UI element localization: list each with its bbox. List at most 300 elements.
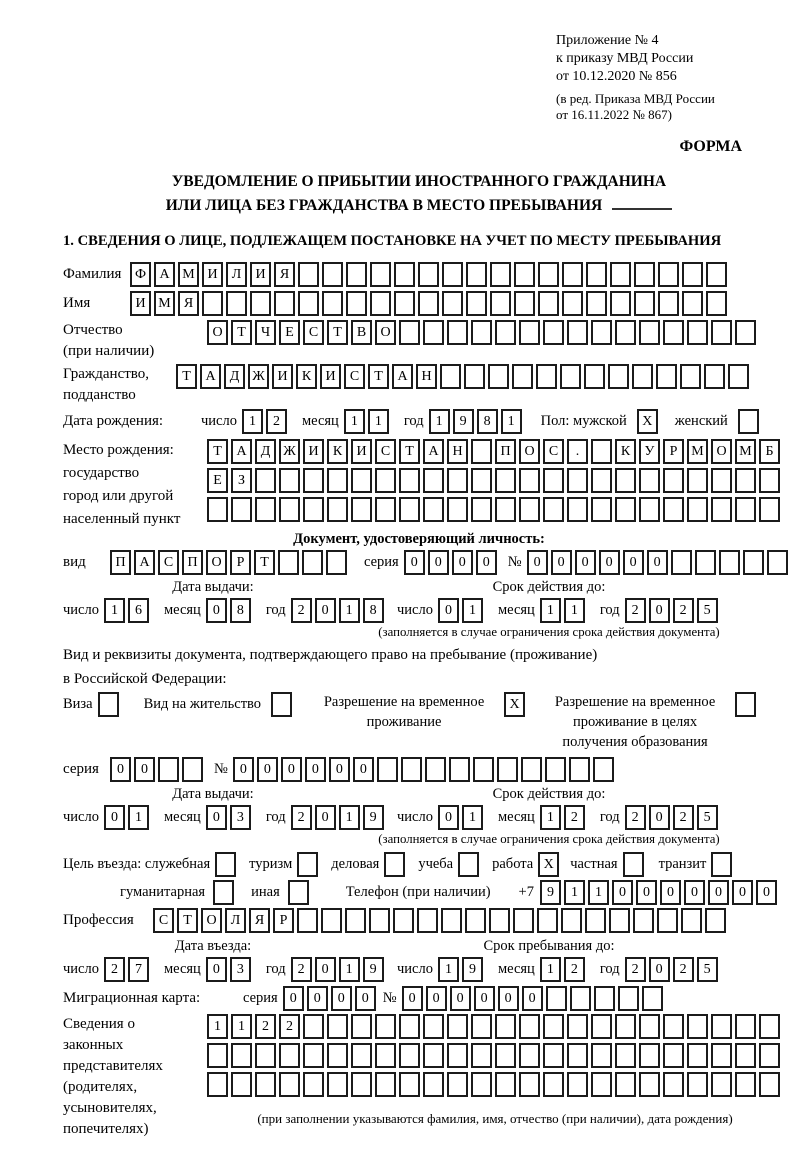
form-cell: М — [735, 439, 756, 464]
number-sign: № — [507, 553, 522, 570]
form-cell — [543, 468, 564, 493]
form-cell — [560, 364, 581, 389]
form-cell — [375, 497, 396, 522]
purpose-rabota-checkbox — [538, 852, 562, 877]
form-cell: 2 — [564, 805, 585, 830]
form-cell — [543, 1014, 564, 1039]
form-cell: 0 — [104, 805, 125, 830]
representatives-label: Сведения о законных представителях (родителях, усыновителях, попечителях) — [63, 1015, 163, 1137]
form-cell — [423, 468, 444, 493]
phone-label: Телефон (при наличии) — [345, 883, 491, 900]
form-cell: 8 — [363, 598, 384, 623]
form-cell: О — [207, 320, 228, 345]
form-cell — [440, 364, 461, 389]
surname-label: Фамилия — [63, 265, 122, 282]
form-cell — [545, 757, 566, 782]
form-cell — [322, 262, 343, 287]
form-cell — [231, 497, 252, 522]
form-cell: 1 — [462, 598, 483, 623]
form-cell — [303, 1072, 324, 1097]
form-cell — [536, 364, 557, 389]
form-cell — [586, 262, 607, 287]
forma-label: ФОРМА — [679, 138, 742, 156]
purpose-row — [63, 852, 775, 877]
form-cell: А — [423, 439, 444, 464]
form-cell: X — [504, 692, 525, 717]
form-cell: 1 — [540, 598, 561, 623]
form-cell: И — [130, 291, 151, 316]
form-cell: Д — [224, 364, 245, 389]
form-cell — [663, 1043, 684, 1068]
form-cell: Т — [231, 320, 252, 345]
form-cell: 2 — [291, 957, 312, 982]
form-cell — [663, 468, 684, 493]
sex-female-label: женский — [674, 412, 728, 429]
form-cell: 2 — [673, 598, 694, 623]
name-cells — [130, 291, 730, 316]
form-cell: 1 — [231, 1014, 252, 1039]
form-cell: А — [134, 550, 155, 575]
form-cell — [639, 468, 660, 493]
form-cell: Е — [207, 468, 228, 493]
form-cell: 0 — [527, 550, 548, 575]
birthplace-label: Место рождения: государство город или другой населенный пункт — [63, 441, 181, 527]
form-cell — [695, 550, 716, 575]
form-cell — [466, 291, 487, 316]
form-cell — [495, 1043, 516, 1068]
patronymic-label: Отчество (при наличии) — [63, 321, 155, 359]
form-cell — [464, 364, 485, 389]
form-cell: 2 — [104, 957, 125, 982]
form-cell: Т — [368, 364, 389, 389]
birthplace-row2-cells — [207, 468, 783, 493]
form-cell: 1 — [501, 409, 522, 434]
issue-date-heading: Дата выдачи: — [172, 785, 254, 802]
form-cell — [303, 497, 324, 522]
form-cell — [567, 1043, 588, 1068]
form-cell — [543, 320, 564, 345]
form-cell: 1 — [242, 409, 263, 434]
form-cell — [321, 908, 342, 933]
number-sign: № — [214, 760, 228, 777]
form-cell: 1 — [339, 805, 360, 830]
form-cell: 2 — [291, 598, 312, 623]
form-cell — [375, 1072, 396, 1097]
form-cell — [488, 364, 509, 389]
doc-expiry-month-cells — [540, 598, 588, 623]
patronymic-row — [63, 320, 775, 362]
form-cell — [302, 550, 323, 575]
form-cell: 0 — [708, 880, 729, 905]
form-cell — [458, 852, 479, 877]
form-cell: Т — [327, 320, 348, 345]
form-cell — [705, 908, 726, 933]
phone-cells — [540, 880, 780, 905]
form-cell: 0 — [355, 986, 376, 1011]
month-label: месяц — [497, 808, 535, 825]
form-cell — [255, 1043, 276, 1068]
form-cell: 2 — [564, 957, 585, 982]
issue-date-col — [63, 785, 377, 847]
entry-day-cells — [104, 957, 152, 982]
form-cell: 0 — [498, 986, 519, 1011]
form-cell — [423, 497, 444, 522]
form-cell — [706, 291, 727, 316]
form-cell: 0 — [438, 598, 459, 623]
form-cell: И — [303, 439, 324, 464]
stay-until-col — [363, 938, 775, 982]
form-cell: С — [153, 908, 174, 933]
form-cell — [326, 550, 347, 575]
form-cell: 0 — [684, 880, 705, 905]
form-cell: 5 — [697, 957, 718, 982]
form-cell — [567, 1014, 588, 1039]
sex-male-checkbox — [637, 409, 661, 434]
form-cell — [369, 908, 390, 933]
form-cell — [593, 757, 614, 782]
form-cell: Ч — [255, 320, 276, 345]
form-cell — [471, 1043, 492, 1068]
form-cell — [618, 986, 639, 1011]
form-cell — [351, 1072, 372, 1097]
form-cell — [682, 262, 703, 287]
doc-expiry-year-cells — [625, 598, 721, 623]
residence-expiry-day-cells — [438, 805, 486, 830]
form-cell — [562, 291, 583, 316]
form-cell — [327, 1014, 348, 1039]
birth-date-row — [63, 409, 775, 434]
form-cell: 0 — [315, 957, 336, 982]
form-cell — [297, 852, 318, 877]
month-label: месяц — [163, 960, 201, 977]
form-cell — [288, 880, 309, 905]
form-cell — [687, 1014, 708, 1039]
form-cell: З — [231, 468, 252, 493]
form-cell — [610, 291, 631, 316]
form-cell: К — [296, 364, 317, 389]
residence-doc-line1: Вид и реквизиты документа, подтверждающего право на пребывание (проживание) — [63, 646, 598, 663]
residence-doc-line2: в Российской Федерации: — [63, 670, 227, 687]
form-cell — [473, 757, 494, 782]
form-cell — [495, 1014, 516, 1039]
form-cell — [657, 908, 678, 933]
form-cell — [98, 692, 119, 717]
number-sign: № — [382, 989, 397, 1006]
form-cell — [543, 1043, 564, 1068]
form-cell — [370, 291, 391, 316]
form-cell — [399, 497, 420, 522]
form-cell — [543, 1072, 564, 1097]
doc-series-cells — [404, 550, 500, 575]
form-cell — [656, 364, 677, 389]
purpose-inaya-label: иная — [251, 883, 280, 900]
form-cell — [567, 468, 588, 493]
appendix-line: от 10.12.2020 № 856 — [556, 69, 677, 85]
form-cell: 9 — [462, 957, 483, 982]
form-cell: X — [538, 852, 559, 877]
form-cell — [591, 439, 612, 464]
citizenship-cells — [176, 364, 752, 389]
form-cell: 1 — [564, 598, 585, 623]
form-cell — [213, 880, 234, 905]
year-label: год — [265, 960, 286, 977]
form-cell — [207, 1043, 228, 1068]
form-cell: Т — [207, 439, 228, 464]
form-cell — [585, 908, 606, 933]
form-cell: Н — [447, 439, 468, 464]
form-cell — [567, 497, 588, 522]
form-cell: 1 — [588, 880, 609, 905]
limit-note: (заполняется в случае ограничения срока действия документа) — [378, 624, 720, 639]
form-cell: И — [272, 364, 293, 389]
form-cell: 0 — [428, 550, 449, 575]
representatives-block — [63, 1014, 775, 1140]
stay-month-cells — [540, 957, 588, 982]
rvp-label: Разрешение на временное проживание — [323, 693, 485, 730]
form-cell: 0 — [206, 598, 227, 623]
form-cell — [615, 497, 636, 522]
form-cell — [471, 1072, 492, 1097]
form-cell — [719, 550, 740, 575]
representatives-cells-group — [207, 1014, 783, 1127]
entry-date-heading: Дата въезда: — [174, 937, 252, 954]
form-cell — [591, 320, 612, 345]
form-cell — [255, 497, 276, 522]
form-cell — [471, 497, 492, 522]
form-cell: 0 — [134, 757, 155, 782]
entry-month-cells — [206, 957, 254, 982]
migration-card-label: Миграционная карта: — [63, 989, 201, 1006]
form-cell — [394, 291, 415, 316]
form-cell — [759, 1014, 780, 1039]
form-cell — [490, 262, 511, 287]
form-cell — [418, 262, 439, 287]
form-cell — [399, 320, 420, 345]
form-cell: 9 — [540, 880, 561, 905]
form-cell — [182, 757, 203, 782]
residence-issue-month-cells — [206, 805, 254, 830]
stay-year-cells — [625, 957, 721, 982]
form-cell — [615, 468, 636, 493]
form-cell — [202, 291, 223, 316]
form-cell — [639, 320, 660, 345]
form-cell — [298, 291, 319, 316]
form-cell: 1 — [429, 409, 450, 434]
form-cell: Ж — [248, 364, 269, 389]
day-label: число — [201, 412, 237, 429]
year-label: год — [265, 601, 286, 618]
purpose-tranzit-label: транзит — [658, 855, 707, 872]
form-cell — [687, 320, 708, 345]
form-cell — [567, 320, 588, 345]
form-cell — [351, 1014, 372, 1039]
form-cell: М — [178, 262, 199, 287]
form-cell — [519, 320, 540, 345]
phone-prefix: +7 — [518, 883, 534, 900]
form-cell — [255, 468, 276, 493]
form-cell: С — [303, 320, 324, 345]
residence-permit-label: Вид на жительство — [143, 695, 262, 712]
form-cell: 2 — [625, 598, 646, 623]
form-cell: 0 — [307, 986, 328, 1011]
form-cell: 2 — [266, 409, 287, 434]
month-label: месяц — [163, 601, 201, 618]
purpose-gumanitarnaya-label: гуманитарная — [120, 883, 206, 900]
form-cell — [743, 550, 764, 575]
form-cell: 0 — [281, 757, 302, 782]
form-cell — [658, 291, 679, 316]
form-cell: 0 — [623, 550, 644, 575]
form-cell — [735, 1072, 756, 1097]
purpose-chastnaya-checkbox — [623, 852, 647, 877]
form-cell — [538, 291, 559, 316]
form-cell: 6 — [128, 598, 149, 623]
residence-expiry-month-cells — [540, 805, 588, 830]
form-cell — [687, 1072, 708, 1097]
form-cell — [537, 908, 558, 933]
purpose-tranzit-checkbox — [711, 852, 735, 877]
form-cell — [279, 497, 300, 522]
form-cell — [471, 439, 492, 464]
form-cell — [711, 1014, 732, 1039]
form-cell — [423, 320, 444, 345]
form-cell — [442, 291, 463, 316]
form-cell — [417, 908, 438, 933]
name-label: Имя — [63, 294, 91, 311]
residence-number-cells — [233, 757, 617, 782]
form-cell — [519, 1072, 540, 1097]
residence-doc-dates — [63, 786, 775, 847]
form-cell — [447, 1072, 468, 1097]
form-cell — [327, 468, 348, 493]
valid-until-heading: Срок действия до: — [492, 578, 606, 595]
form-cell: Т — [177, 908, 198, 933]
doc-type-label: вид — [63, 553, 86, 570]
form-cell — [632, 364, 653, 389]
form-cell: О — [206, 550, 227, 575]
form-cell: А — [392, 364, 413, 389]
form-cell — [642, 986, 663, 1011]
series-label: серия — [364, 553, 399, 570]
issue-date-heading: Дата выдачи: — [172, 578, 254, 595]
form-cell: 2 — [625, 805, 646, 830]
form-cell — [465, 908, 486, 933]
form-cell: 0 — [649, 957, 670, 982]
identity-doc-dates — [63, 579, 775, 640]
form-cell — [711, 497, 732, 522]
form-cell — [322, 291, 343, 316]
form-title-line2: ИЛИ ЛИЦА БЕЗ ГРАЖДАНСТВА В МЕСТО ПРЕБЫВАНИЯ — [63, 194, 775, 217]
form-cell — [591, 497, 612, 522]
day-label: число — [63, 601, 99, 618]
form-cell — [586, 291, 607, 316]
form-cell: 0 — [438, 805, 459, 830]
form-cell — [711, 1043, 732, 1068]
form-cell — [351, 1043, 372, 1068]
citizenship-label: Гражданство, подданство — [63, 365, 150, 403]
form-cell — [271, 692, 292, 717]
form-cell: Я — [274, 262, 295, 287]
form-cell — [639, 1043, 660, 1068]
day-label: число — [397, 960, 433, 977]
form-cell — [519, 1043, 540, 1068]
form-cell: А — [231, 439, 252, 464]
form-cell — [615, 320, 636, 345]
form-cell: Ж — [279, 439, 300, 464]
form-cell — [495, 468, 516, 493]
form-cell: 1 — [344, 409, 365, 434]
form-cell — [495, 497, 516, 522]
residence-expiry-year-cells — [625, 805, 721, 830]
identity-doc-row — [63, 550, 775, 575]
form-cell: 2 — [291, 805, 312, 830]
form-cell — [370, 262, 391, 287]
form-cell: 0 — [283, 986, 304, 1011]
day-label: число — [63, 808, 99, 825]
form-cell — [278, 550, 299, 575]
form-cell: 1 — [104, 598, 125, 623]
form-cell — [759, 1043, 780, 1068]
form-title — [63, 170, 775, 217]
representatives-row1-cells — [207, 1014, 783, 1039]
year-label: год — [599, 960, 620, 977]
form-cell: 0 — [331, 986, 352, 1011]
profession-row — [63, 908, 775, 933]
section1-heading: 1. СВЕДЕНИЯ О ЛИЦЕ, ПОДЛЕЖАЩЕМ ПОСТАНОВКЕ НА УЧЕТ ПО МЕСТУ ПРЕБЫВАНИЯ — [63, 232, 722, 249]
form-cell: И — [320, 364, 341, 389]
form-cell — [207, 497, 228, 522]
representatives-note: (при заполнении указываются фамилия, имя, отчество (при наличии), дата рождения) — [257, 1110, 733, 1126]
form-cell: Т — [399, 439, 420, 464]
form-cell — [158, 757, 179, 782]
form-cell — [377, 757, 398, 782]
form-cell: Я — [178, 291, 199, 316]
form-cell: 5 — [697, 598, 718, 623]
form-cell — [687, 497, 708, 522]
form-cell — [327, 1072, 348, 1097]
year-label: год — [599, 808, 620, 825]
form-cell: 0 — [476, 550, 497, 575]
form-cell — [441, 908, 462, 933]
form-cell — [615, 1072, 636, 1097]
form-cell — [226, 291, 247, 316]
purpose-intro-label: Цель въезда: служебная — [63, 855, 211, 872]
form-cell: О — [711, 439, 732, 464]
form-cell: 1 — [339, 598, 360, 623]
form-cell: 1 — [540, 957, 561, 982]
form-cell — [519, 468, 540, 493]
month-label: месяц — [163, 808, 201, 825]
form-cell: 9 — [363, 957, 384, 982]
form-cell — [615, 1043, 636, 1068]
form-cell: 3 — [230, 957, 251, 982]
patronymic-cells — [207, 320, 759, 345]
birth-year-cells — [429, 409, 525, 434]
doc-number-cells — [527, 550, 791, 575]
form-cell — [351, 468, 372, 493]
form-cell — [490, 291, 511, 316]
form-title-line1: УВЕДОМЛЕНИЕ О ПРИБЫТИИ ИНОСТРАННОГО ГРАЖДАНИНА — [171, 173, 667, 191]
form-cell: 1 — [438, 957, 459, 982]
representatives-row3-cells — [207, 1072, 783, 1097]
birthplace-block — [63, 439, 775, 531]
valid-until-heading: Срок действия до: — [492, 785, 606, 802]
birthplace-cells-group — [207, 439, 783, 522]
purpose-row2 — [63, 880, 775, 905]
form-cell: 2 — [625, 957, 646, 982]
form-cell: И — [202, 262, 223, 287]
form-cell — [303, 1043, 324, 1068]
